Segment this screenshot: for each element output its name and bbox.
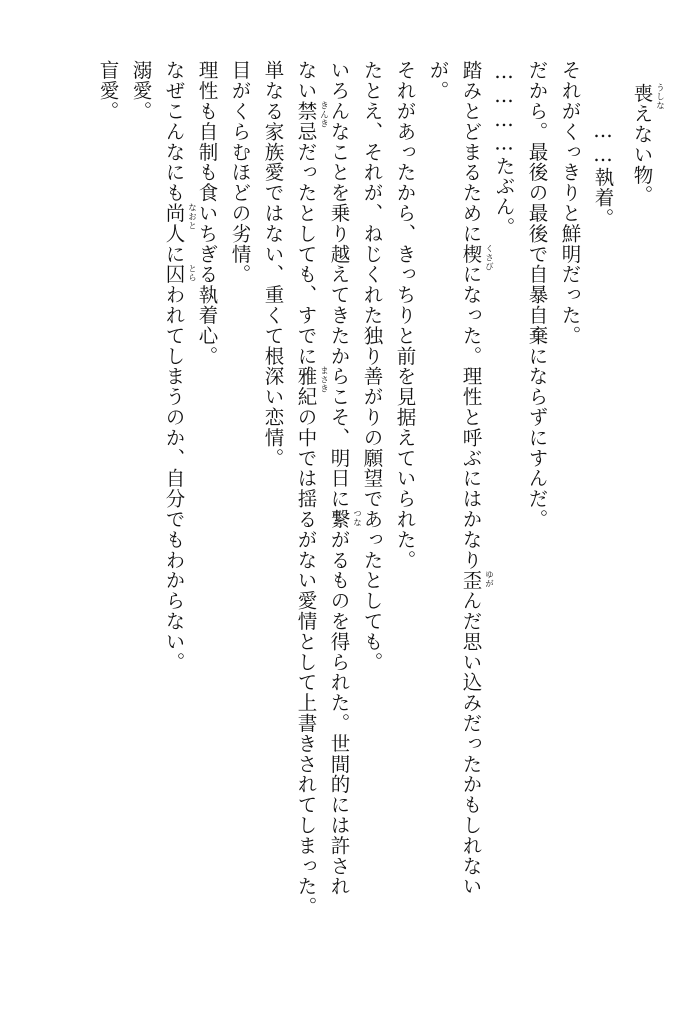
ruby-reading: なおと — [186, 202, 197, 230]
ruby-reading: きんき — [318, 100, 329, 128]
ruby-reading: とら — [186, 264, 197, 282]
text-segment: だったとしても、すでに — [294, 141, 318, 367]
ruby-reading: くさび — [483, 243, 494, 271]
text-column-7 — [428, 60, 448, 101]
text-column-15 — [162, 60, 197, 673]
text-column-3 — [560, 60, 580, 346]
text-segment: たとえ、それが、ねじくれた独り善がりの願望であったとしても。 — [360, 60, 384, 672]
ruby-word — [162, 264, 197, 285]
text-column-8 — [395, 60, 415, 570]
text-column-2 — [593, 119, 613, 228]
ruby-base-text: 雅紀 — [294, 366, 318, 407]
text-segment: 踏みとどまるために — [459, 60, 483, 244]
text-segment: なぜこんなにも — [162, 60, 186, 203]
text-column-17 — [98, 60, 118, 121]
text-column-1 — [630, 83, 665, 206]
ruby-word — [459, 570, 494, 591]
text-segment: 溺愛。 — [129, 60, 153, 122]
text-segment: んだ思い込みだったかもしれない — [459, 590, 483, 897]
text-segment: が。 — [426, 60, 450, 101]
text-segment: だから。最後の最後で自暴自棄にならずにすんだ。 — [525, 60, 549, 530]
ruby-word — [294, 366, 329, 407]
ruby-word — [327, 508, 362, 530]
text-segment: われてしまうのか、自分でもわからない。 — [162, 284, 186, 673]
text-column-16 — [131, 60, 151, 121]
text-column-6 — [459, 60, 494, 897]
ruby-base-text: 楔 — [459, 243, 483, 265]
text-segment: 目がくらむほどの劣情。 — [228, 60, 252, 285]
text-segment: に — [162, 243, 186, 265]
ruby-word — [630, 83, 665, 110]
text-segment: …………たぶん。 — [492, 60, 516, 238]
text-segment: になった。理性と呼ぶにはかなり — [459, 264, 483, 571]
text-segment: がるものを得られた。世間的には許され — [327, 529, 351, 897]
text-segment: 盲愛。 — [96, 60, 120, 122]
ruby-base-text: 禁忌 — [294, 100, 318, 142]
text-segment: 理性も自制も食いちぎる執着心。 — [195, 60, 219, 366]
text-segment: それがあったから、きっちりと前を見据えていられた。 — [393, 60, 417, 570]
ruby-base-text: 繋 — [327, 508, 351, 530]
ruby-reading: つな — [351, 508, 362, 527]
ruby-reading: ゆが — [483, 570, 494, 588]
text-column-5 — [494, 60, 514, 237]
ruby-base-text: 尚人 — [162, 202, 186, 244]
text-segment: の中では揺るがない愛情として上書きされてしまった。 — [294, 406, 318, 917]
text-segment: 単なる家族愛ではない、重くて根深い恋情。 — [261, 60, 285, 468]
ruby-word — [162, 202, 197, 244]
text-column-9 — [362, 60, 382, 672]
ruby-base-text: 歪 — [459, 570, 483, 591]
ruby-base-text: 喪 — [630, 83, 654, 104]
text-segment: それがくっきりと鮮明だった。 — [558, 60, 582, 346]
ruby-reading: まさき — [318, 366, 329, 393]
ruby-base-text: 囚 — [162, 264, 186, 285]
text-segment: ない — [294, 60, 318, 101]
text-segment: えない物。 — [630, 103, 654, 206]
text-column-11 — [294, 60, 329, 917]
text-column-13 — [230, 60, 250, 284]
ruby-word — [294, 100, 329, 142]
ruby-word — [459, 243, 494, 271]
text-segment: ……執着。 — [591, 119, 615, 228]
text-column-14 — [197, 60, 217, 366]
text-column-12 — [263, 60, 283, 468]
text-column-4 — [527, 60, 547, 529]
ruby-reading: うしな — [654, 83, 665, 110]
text-segment: いろんなことを乗り越えてきたからこそ、明日に — [327, 60, 351, 509]
text-column-10 — [327, 60, 362, 897]
